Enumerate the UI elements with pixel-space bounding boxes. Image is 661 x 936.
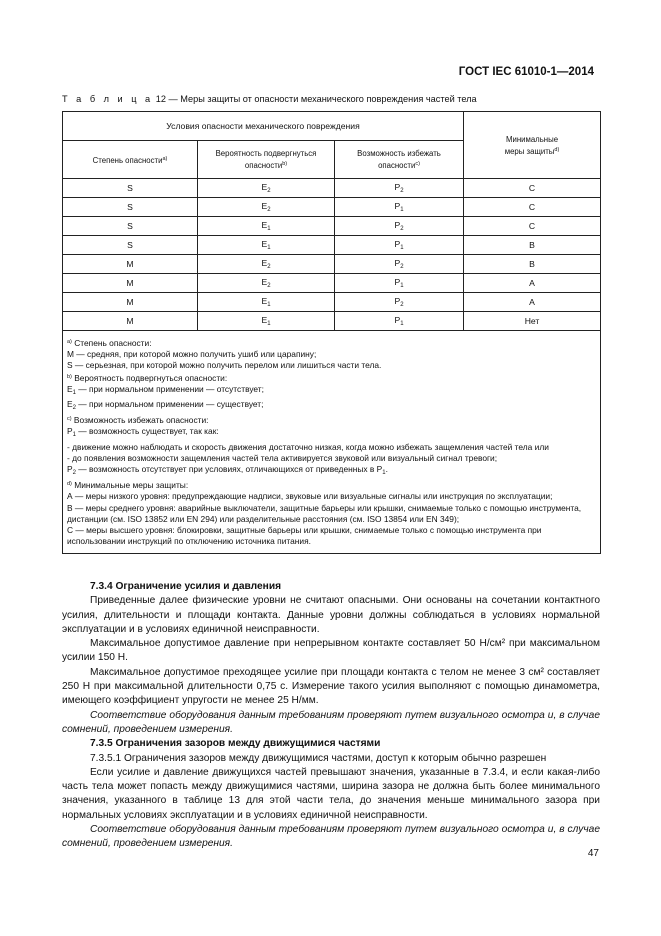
paragraph: Максимальное допустимое давление при непрерывном контакте составляет 50 Н/см² при максимальном усилии 150 Н. xyxy=(62,638,600,664)
table-row xyxy=(63,217,601,236)
table-row xyxy=(63,293,601,312)
min-measure-cell: С xyxy=(464,179,601,198)
paragraph: Соответствие оборудования данным требованиям проверяют путем визуального осмотра и, в случае сомнений, проведением измерения. xyxy=(62,709,600,735)
severity-cell: S xyxy=(63,179,198,198)
min-measure-cell: А xyxy=(464,293,601,312)
paragraph: Соответствие оборудования данным требованиям проверяют путем визуального осмотра и, в случае сомнений, проведением измерения. xyxy=(62,824,600,850)
table-footnotes: $^{а)}$ Степень опасности: М — средняя, при которой можно получить ушиб или царапину; S — серьезная, при которой можно получить перелом или лишиться части тела. $^{b)}$ Вероятность подвергнуться опасности: $E_1$ — при нормальном применении — отсутствует; $E_2$ — при нормальном применении — существует; $^{c)}$ Возможность избежать опасности: $P_1$ — возможность существует, так как: - движение можно наблюдать и скорость движения достаточно низкая, когда можно избежать защемления частей тела или - до появления возможности защемления частей тела активируется звуковой или визуальный сигнал тревоги; $P_2$ — возможность отсутствует при условиях, отличающихся от приведенных в $P_1$. $^{d)}$ Минимальные меры защиты: А — меры низкого уровня: предупреждающие надписи, звуковые или визуальные сигналы или инструкция по эксплуатации; В — меры среднего уровня: аварийные выключатели, защитные барьеры или крышки, снимаемые только с помощью инструмента, дистанции (см. ISO 13852 или EN 294) или разделительные расстояния (см. ISO 13854 или EN 349); С — меры высшего уровня: блокировки, защитные барьеры или крышки, снимаемые только с помощью инструмента при использовании инструкций по отключению источника питания. xyxy=(63,331,601,554)
min-measure-cell: Нет xyxy=(464,312,601,331)
paragraph: Приведенные далее физические уровни не считают опасными. Они основаны на сочетании контактного усилия, длительности и площади контакта. Данные уровни должны соблюдаться в условиях нормальной эксплуатации и в условиях единичной неисправности. xyxy=(62,595,600,635)
avoidance-cell: $P_1$ xyxy=(335,198,464,217)
table-row xyxy=(63,255,601,274)
subsection-heading: 7.3.5.1 Ограничения зазоров между движущимися частями, доступ к которым обычно разрешен xyxy=(90,752,547,764)
severity-cell: М xyxy=(63,312,198,331)
exposure-cell: $E_2$ xyxy=(198,274,335,293)
exposure-cell: $E_1$ xyxy=(198,236,335,255)
severity-cell: S xyxy=(63,236,198,255)
col-exposure: Вероятность подвергнуться опасности$^{b)}$ xyxy=(198,141,335,179)
avoidance-cell: $P_2$ xyxy=(335,255,464,274)
table-caption-label: Т а б л и ц а xyxy=(62,94,154,104)
exposure-cell: $E_2$ xyxy=(198,198,335,217)
min-measure-cell: В xyxy=(464,236,601,255)
page-number: 47 xyxy=(587,848,599,859)
section-heading: 7.3.4 Ограничение усилия и давления xyxy=(90,581,282,592)
table-row xyxy=(63,179,601,198)
col-severity: Степень опасности$^{а)}$ xyxy=(63,141,198,179)
severity-cell: S xyxy=(63,198,198,217)
table-row xyxy=(63,236,601,255)
section-7-3-4 xyxy=(62,580,600,852)
table-row xyxy=(63,198,601,217)
table-row xyxy=(63,312,601,331)
section-heading: 7.3.5 Ограничения зазоров между движущимися частями xyxy=(90,738,381,750)
paragraph: Максимальное допустимое преходящее усилие при площади контакта с телом не менее 3 см² составляет 250 Н при максимальной длительности 0,75 с. Измерение такого усилия выполняют с помощью динамометра, имеющего коэффициент упругости не менее 25 Н/мм. xyxy=(62,666,600,707)
exposure-cell: $E_1$ xyxy=(198,312,335,331)
min-measure-cell: В xyxy=(464,255,601,274)
protection-table xyxy=(62,111,601,554)
severity-cell: М xyxy=(63,274,198,293)
severity-cell: S xyxy=(63,217,198,236)
col-avoidance: Возможность избежать опасности$^{c)}$ xyxy=(335,141,464,179)
avoidance-cell: $P_2$ xyxy=(335,179,464,198)
min-measure-cell: А xyxy=(464,274,601,293)
table-caption xyxy=(62,94,477,104)
avoidance-cell: $P_2$ xyxy=(335,293,464,312)
avoidance-cell: $P_2$ xyxy=(335,217,464,236)
paragraph: Если усилие и давление движущихся частей превышают значения, указанные в 7.3.4, и если какая-либо часть тела может попасть между движущимися частями, ширина зазора не должна быть более минимального значения, указанного в таблице 13 для этой части тела, до значения меньше минимального зазора при нормальных условиях эксплуатации и в условиях единичной неисправности. xyxy=(62,766,600,821)
table-caption-text: 12 — Меры защиты от опасности механического повреждения частей тела xyxy=(155,94,477,104)
min-measure-cell: С xyxy=(464,198,601,217)
document-code: ГОСТ IEC 61010-1—2014 xyxy=(458,66,594,78)
exposure-cell: $E_2$ xyxy=(198,255,335,274)
table-row xyxy=(63,274,601,293)
exposure-cell: $E_2$ xyxy=(198,179,335,198)
avoidance-cell: $P_1$ xyxy=(335,236,464,255)
exposure-cell: $E_1$ xyxy=(198,293,335,312)
min-measure-cell: С xyxy=(464,217,601,236)
exposure-cell: $E_1$ xyxy=(198,217,335,236)
severity-cell: М xyxy=(63,255,198,274)
group-header: Условия опасности механического повреждения xyxy=(63,112,464,141)
avoidance-cell: $P_1$ xyxy=(335,312,464,331)
avoidance-cell: $P_1$ xyxy=(335,274,464,293)
severity-cell: М xyxy=(63,293,198,312)
col-min-measures: Минимальные меры защиты$^{d)}$ xyxy=(464,112,601,179)
